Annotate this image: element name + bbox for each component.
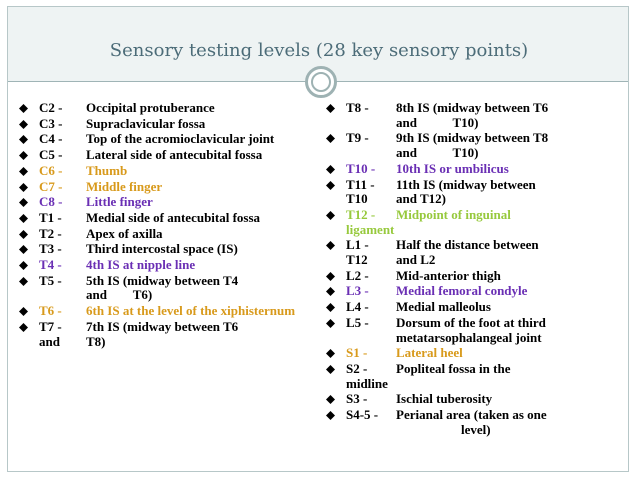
list-item	[19, 274, 319, 303]
item-row-continued	[346, 192, 630, 207]
ring-ornament-icon	[305, 66, 337, 98]
bullet-icon	[19, 120, 28, 129]
dermatome-landmark: Popliteal fossa in the	[396, 360, 511, 376]
dermatome-landmark: 9th IS (midway between T8	[396, 130, 549, 146]
dermatome-landmark: Occipital protuberance	[86, 100, 215, 115]
dermatome-landmark: Top of the acromioclavicular joint	[86, 131, 275, 147]
item-row	[39, 164, 319, 179]
level-code: T9 -	[346, 130, 369, 146]
item-row-continued	[346, 116, 630, 131]
bullet-icon	[326, 272, 335, 281]
level-code: C4 -	[39, 131, 63, 147]
item-row	[346, 408, 630, 423]
level-code: T11 -	[346, 176, 375, 192]
dermatome-landmark-wrapped: midline	[346, 375, 388, 391]
bullet-icon	[19, 230, 28, 239]
level-code: T2 -	[39, 225, 62, 241]
level-code: T10 -	[346, 160, 376, 176]
level-code: T8 -	[346, 100, 369, 115]
dermatome-landmark: Lateral heel	[396, 345, 463, 361]
item-row	[346, 131, 630, 146]
level-code: L4 -	[346, 299, 369, 315]
bullet-icon	[326, 319, 335, 328]
list-item	[326, 101, 630, 130]
item-row	[346, 362, 630, 377]
bullet-icon	[19, 323, 28, 332]
item-row-continued	[346, 253, 630, 268]
dermatome-landmark: Little finger	[86, 194, 153, 210]
item-row	[39, 148, 319, 163]
list-item	[326, 284, 630, 299]
bullet-icon	[326, 241, 335, 250]
bullet-icon	[326, 349, 335, 358]
bullet-icon	[326, 165, 335, 174]
list-item	[326, 408, 630, 437]
bullet-icon	[19, 151, 28, 160]
item-row	[39, 227, 319, 242]
item-row	[39, 304, 319, 319]
list-item	[19, 180, 319, 195]
list-item	[19, 258, 319, 273]
level-code: C6 -	[39, 162, 63, 178]
bullet-icon	[326, 411, 335, 420]
bullet-icon	[19, 261, 28, 270]
dermatome-landmark-continued: and T10)	[396, 145, 479, 161]
bullet-icon	[326, 181, 335, 190]
item-row	[39, 117, 319, 132]
list-item	[326, 238, 630, 267]
list-item	[19, 195, 319, 210]
bullet-icon	[326, 134, 335, 143]
level-code-continued	[346, 146, 396, 161]
list-item	[19, 211, 319, 226]
list-item	[19, 242, 319, 257]
list-item	[19, 148, 319, 163]
dermatome-landmark-continued: and T12)	[396, 191, 446, 207]
dermatome-landmark: 10th IS or umbilicus	[396, 160, 509, 176]
bullet-icon	[19, 214, 28, 223]
item-row	[39, 180, 319, 195]
right-column-list	[326, 101, 630, 438]
item-row-continued	[346, 423, 630, 438]
item-row	[346, 284, 630, 299]
level-code-continued: T10	[346, 191, 368, 207]
list-item	[326, 362, 630, 391]
dermatome-landmark: Lateral side of antecubital fossa	[86, 147, 263, 163]
item-row	[39, 242, 319, 257]
item-row	[39, 320, 319, 335]
level-code: C5 -	[39, 147, 63, 163]
dermatome-landmark-continued: level)	[396, 421, 491, 437]
dermatome-landmark: 6th IS at the level of the xiphisternum	[86, 303, 296, 319]
dermatome-landmark: Thumb	[86, 162, 128, 178]
bullet-icon	[19, 104, 28, 113]
level-code-continued	[346, 423, 396, 438]
level-code-continued: T12	[346, 252, 368, 268]
dermatome-landmark-continued: and T6)	[86, 287, 153, 303]
slide-title: Sensory testing levels (28 key sensory points)	[109, 40, 529, 61]
level-code: S2 -	[346, 360, 368, 376]
bullet-icon	[326, 365, 335, 374]
item-row	[346, 208, 630, 223]
list-item	[19, 164, 319, 179]
item-row-continued	[346, 146, 630, 161]
bullet-icon	[19, 307, 28, 316]
bullet-icon	[19, 245, 28, 254]
item-row	[39, 195, 319, 210]
left-column-list	[19, 101, 319, 350]
list-item	[326, 300, 630, 315]
list-item	[19, 117, 319, 132]
item-row	[39, 274, 319, 289]
dermatome-landmark: Middle finger	[86, 178, 163, 194]
bullet-icon	[326, 395, 335, 404]
bullet-icon	[19, 135, 28, 144]
level-code: L1 -	[346, 237, 369, 253]
item-row	[346, 392, 630, 407]
list-item	[326, 162, 630, 177]
item-row-continued	[39, 288, 319, 303]
dermatome-landmark: 4th IS at nipple line	[86, 257, 196, 273]
dermatome-landmark: Medial malleolus	[396, 299, 491, 315]
list-item	[326, 131, 630, 160]
item-row	[346, 316, 630, 345]
level-code: T12 -	[346, 206, 376, 222]
dermatome-landmark: Supraclavicular fossa	[86, 115, 206, 131]
level-code: T1 -	[39, 209, 62, 225]
list-item	[19, 132, 319, 147]
dermatome-landmark: Ischial tuberosity	[396, 391, 493, 407]
level-code-continued: and	[39, 333, 60, 349]
level-code: L2 -	[346, 267, 369, 283]
bullet-icon	[326, 287, 335, 296]
level-code: T5 -	[39, 272, 62, 288]
item-row	[346, 101, 630, 116]
dermatome-landmark: Medial side of antecubital fossa	[86, 209, 261, 225]
item-row	[346, 269, 630, 284]
level-code: C2 -	[39, 100, 63, 115]
level-code: T7 -	[39, 318, 62, 334]
dermatome-landmark: Midpoint of inguinal	[396, 206, 511, 222]
item-row	[39, 258, 319, 273]
dermatome-landmark: 8th IS (midway between T6	[396, 100, 549, 115]
level-code: S4-5 -	[346, 407, 379, 423]
dermatome-landmark: Mid-anterior thigh	[396, 267, 501, 283]
list-item	[19, 320, 319, 349]
level-code: C3 -	[39, 115, 63, 131]
bullet-icon	[326, 303, 335, 312]
dermatome-landmark: 7th IS (midway between T6	[86, 318, 239, 334]
bullet-icon	[19, 198, 28, 207]
bullet-icon	[326, 104, 335, 113]
dermatome-landmark: Medial femoral condyle	[396, 283, 528, 299]
list-item	[326, 316, 630, 345]
level-code: C8 -	[39, 194, 63, 210]
list-item	[326, 178, 630, 207]
item-row-continued	[39, 335, 319, 350]
item-row	[39, 211, 319, 226]
level-code: L5 -	[346, 314, 369, 330]
level-code: T3 -	[39, 241, 62, 257]
level-code: C7 -	[39, 178, 63, 194]
dermatome-landmark: Perianal area (taken as one	[396, 407, 547, 423]
level-code: T4 -	[39, 257, 62, 273]
list-item	[326, 346, 630, 361]
dermatome-landmark-continued: T8)	[86, 333, 106, 349]
list-item	[19, 101, 319, 116]
level-code: S3 -	[346, 391, 368, 407]
list-item	[326, 269, 630, 284]
bullet-icon	[326, 211, 335, 220]
dermatome-landmark: 5th IS (midway between T4	[86, 272, 239, 288]
bullet-icon	[19, 167, 28, 176]
list-item	[326, 208, 630, 237]
level-code-continued	[39, 288, 86, 303]
item-row	[39, 132, 319, 147]
dermatome-landmark: Apex of axilla	[86, 225, 163, 241]
dermatome-landmark: Dorsum of the foot at third metatarsophalangeal joint	[396, 314, 546, 345]
dermatome-landmark: Third intercostal space (IS)	[86, 241, 238, 257]
bullet-icon	[19, 277, 28, 286]
level-code-continued	[346, 116, 396, 131]
level-code: T6 -	[39, 303, 62, 319]
list-item	[19, 227, 319, 242]
dermatome-landmark-wrapped: ligament	[346, 221, 395, 237]
dermatome-landmark: Half the distance between	[396, 237, 539, 253]
level-code: S1 -	[346, 345, 368, 361]
item-row	[39, 101, 319, 116]
level-code: L3 -	[346, 283, 369, 299]
item-row	[346, 162, 630, 177]
dermatome-landmark-continued: and T10)	[396, 114, 479, 130]
dermatome-landmark-continued: and L2	[396, 252, 436, 268]
item-row	[346, 238, 630, 253]
item-row	[346, 300, 630, 315]
list-item	[326, 392, 630, 407]
list-item	[19, 304, 319, 319]
item-row	[346, 178, 630, 193]
item-row	[346, 346, 630, 361]
bullet-icon	[19, 183, 28, 192]
dermatome-landmark: 11th IS (midway between	[396, 176, 536, 192]
